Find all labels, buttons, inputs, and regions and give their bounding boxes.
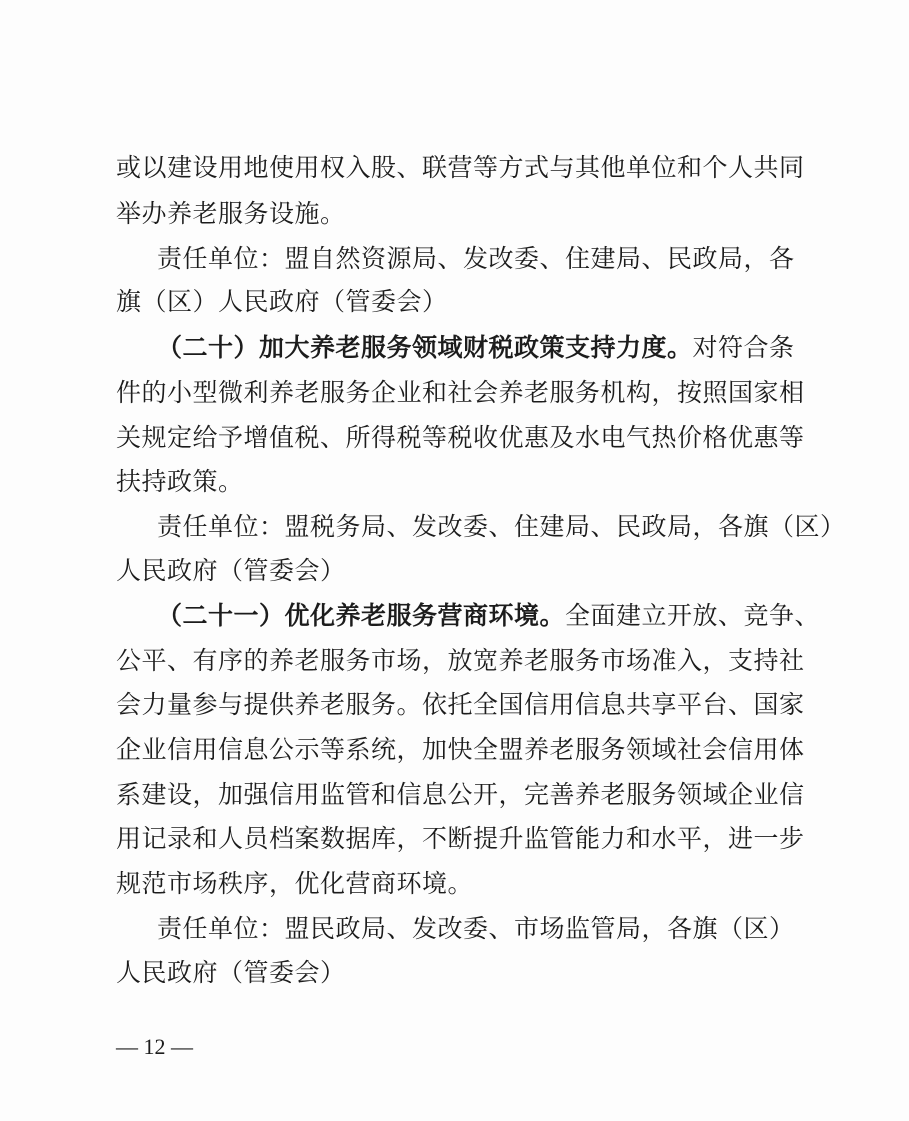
body-text-line: 扶持政策。 bbox=[116, 467, 244, 496]
body-text-line: 系建设，加强信用监管和信息公开，完善养老服务领域企业信 bbox=[116, 780, 805, 809]
responsible-units-line: 责任单位：盟自然资源局、发改委、住建局、民政局，各 bbox=[157, 244, 795, 273]
responsible-units-line: 责任单位：盟税务局、发改委、住建局、民政局，各旗（区） bbox=[157, 512, 846, 541]
section-21-first-line bbox=[157, 601, 821, 631]
body-text-line: 规范市场秩序，优化营商环境。 bbox=[116, 869, 474, 898]
body-text-line: 关规定给予增值税、所得税等税收优惠及水电气热价格优惠等 bbox=[116, 423, 805, 452]
body-text: 对符合条 bbox=[692, 333, 795, 362]
responsible-units-line: 旗（区）人民政府（管委会） bbox=[116, 287, 448, 316]
responsible-units-line: 人民政府（管委会） bbox=[116, 958, 346, 987]
body-text-line: 企业信用信息公示等系统，加快全盟养老服务领域社会信用体 bbox=[116, 735, 805, 764]
body-text-line: 会力量参与提供养老服务。依托全国信用信息共享平台、国家 bbox=[116, 690, 805, 719]
body-text: 全面建立开放、竞争、 bbox=[565, 601, 821, 630]
body-text-line: 公平、有序的养老服务市场，放宽养老服务市场准入，支持社 bbox=[116, 646, 805, 675]
section-20-first-line bbox=[157, 333, 795, 363]
body-text-line: 件的小型微利养老服务企业和社会养老服务机构，按照国家相 bbox=[116, 378, 805, 407]
responsible-units-line: 责任单位：盟民政局、发改委、市场监管局，各旗（区） bbox=[157, 914, 795, 943]
responsible-units-line: 人民政府（管委会） bbox=[116, 556, 346, 585]
section-heading-20: （二十）加大养老服务领域财税政策支持力度。 bbox=[157, 333, 693, 362]
section-heading-21: （二十一）优化养老服务营商环境。 bbox=[157, 601, 566, 630]
page-number: — 12 — bbox=[116, 1034, 193, 1059]
body-text-line: 用记录和人员档案数据库，不断提升监管能力和水平，进一步 bbox=[116, 824, 805, 853]
body-text-line: 或以建设用地使用权入股、联营等方式与其他单位和个人共同 bbox=[116, 153, 805, 182]
body-text-line: 举办养老服务设施。 bbox=[116, 199, 346, 228]
